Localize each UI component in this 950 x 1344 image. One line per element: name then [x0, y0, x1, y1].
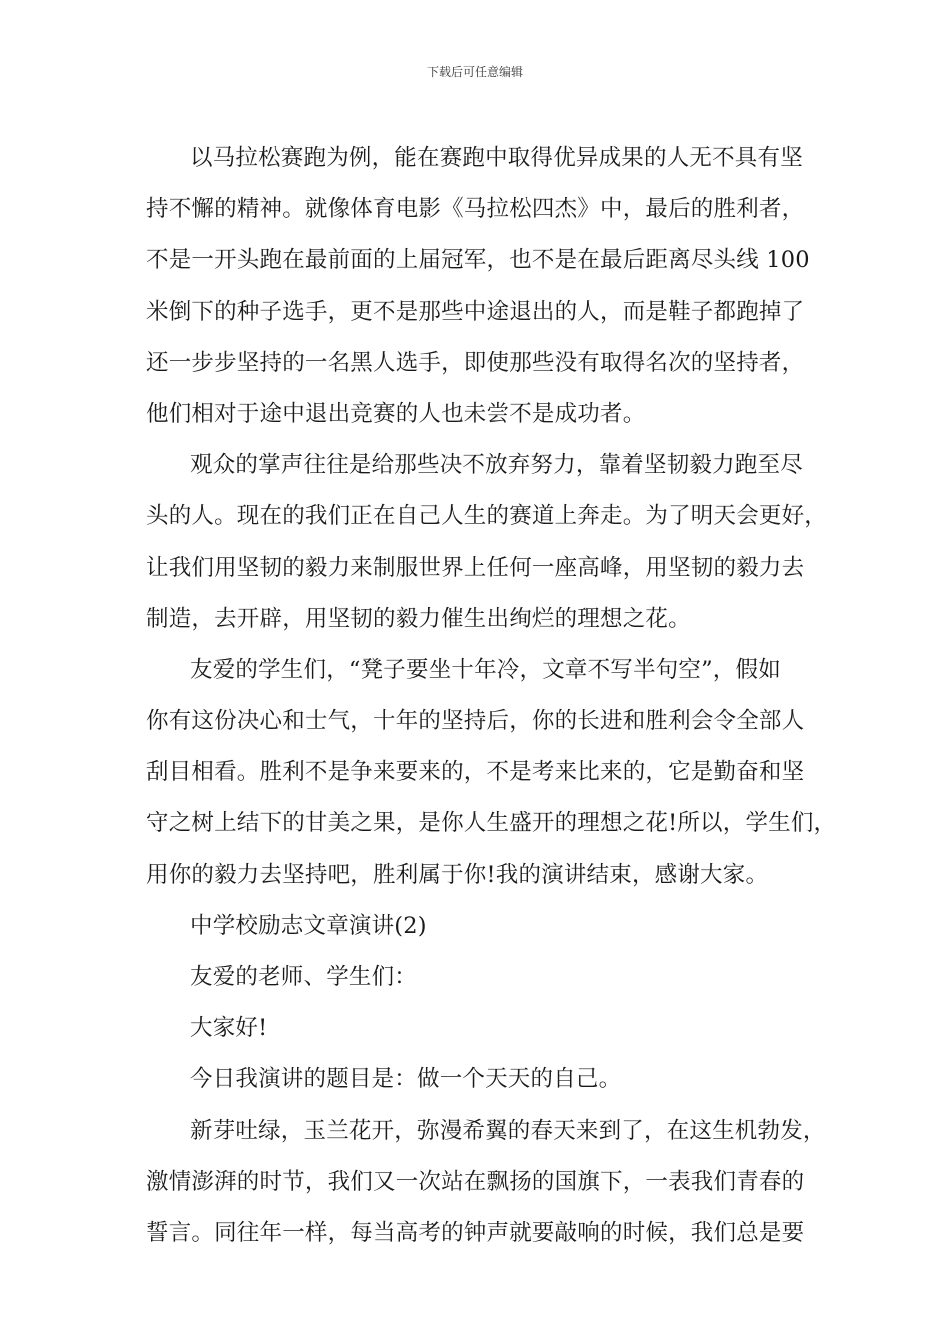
text-line: 他们相对于途中退出竞赛的人也未尝不是成功者。 — [146, 400, 646, 427]
text-line: 激情澎湃的时节，我们又一次站在飘扬的国旗下，一表我们青春的 — [146, 1168, 805, 1195]
text-line: 今日我演讲的题目是：做一个天天的自己。 — [190, 1066, 622, 1093]
body-text — [146, 133, 837, 1259]
salutation: 友爱的老师、学生们： — [190, 964, 418, 990]
text-line: 友爱的学生们，“凳子要坐十年冷，文章不写半句空”，假如 — [190, 656, 781, 683]
text-line: 头的人。现在的我们正在自己人生的赛道上奔走。为了明天会更好， — [146, 503, 828, 530]
greeting: 大家好! — [190, 1015, 268, 1042]
text-line: 观众的掌声往往是给那些决不放弃努力，靠着坚韧毅力跑至尽 — [190, 452, 803, 479]
section-heading: 中学校励志文章演讲(2) — [190, 912, 427, 939]
text-line: 你有这份决心和士气，十年的坚持后，你的长进和胜利会令全部人 — [146, 708, 805, 735]
text-line: 誓言。同往年一样，每当高考的钟声就要敲响的时候，我们总是要 — [146, 1219, 805, 1246]
text-line: 新芽吐绿，玉兰花开，弥漫希翼的春天来到了，在这生机勃发， — [190, 1117, 826, 1144]
page-header: 下载后可任意编辑 — [426, 65, 523, 79]
text-line: 制造，去开辟，用坚韧的毅力催生出绚烂的理想之花。 — [146, 605, 691, 632]
text-line: 不是一开头跑在最前面的上届冠军，也不是在最后距离尽头线 100 — [146, 247, 810, 274]
text-line: 让我们用坚韧的毅力来制服世界上任何一座高峰，用坚韧的毅力去 — [146, 554, 805, 581]
text-line: 守之树上结下的甘美之果，是你人生盛开的理想之花!所以，学生们， — [146, 810, 837, 837]
text-line: 刮目相看。胜利不是争来要来的，不是考来比来的，它是勤奋和坚 — [146, 759, 805, 786]
text-line: 持不懈的精神。就像体育电影《马拉松四杰》中，最后的胜利者， — [146, 196, 805, 223]
text-line: 米倒下的种子选手，更不是那些中途退出的人，而是鞋子都跑掉了 — [146, 298, 805, 325]
text-line: 用你的毅力去坚持吧，胜利属于你!我的演讲结束，感谢大家。 — [146, 861, 769, 888]
text-line: 还一步步坚持的一名黑人选手，即使那些没有取得名次的坚持者， — [146, 349, 805, 376]
text-line: 以马拉松赛跑为例，能在赛跑中取得优异成果的人无不具有坚 — [190, 145, 803, 171]
